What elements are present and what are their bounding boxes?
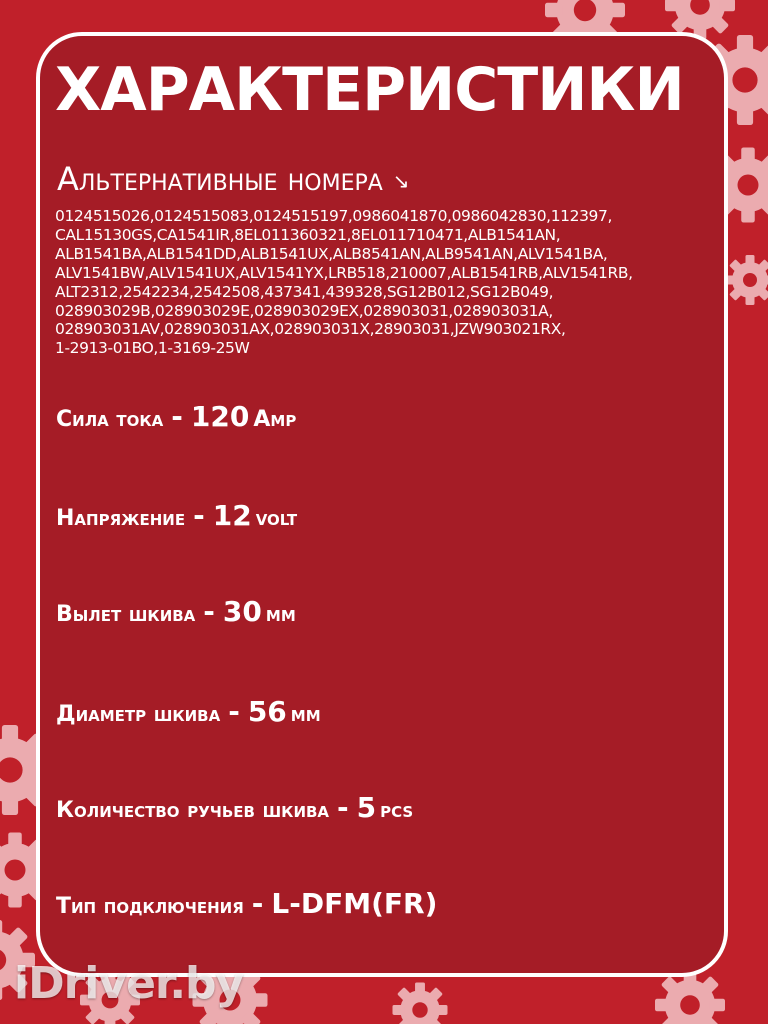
alternative-numbers-heading (57, 160, 410, 198)
alternative-numbers-line: 028903029B,028903029E,028903029EX,028903031,028903031A, (55, 301, 553, 320)
spec-unit: volt (255, 506, 298, 531)
spec-separator: - (251, 887, 264, 920)
spec-label: Количество ручьев шкива (56, 798, 330, 823)
spec-pulley-diameter (56, 695, 321, 728)
spec-separator: - (228, 695, 240, 728)
gear-icon (655, 970, 725, 1024)
spec-value: 12 (212, 499, 252, 532)
spec-label: Диаметр шкива (56, 702, 221, 727)
alternative-numbers-line: 0124515026,0124515083,0124515197,0986041870,0986042830,112397, (55, 207, 613, 225)
spec-label: Сила тока (56, 407, 164, 432)
spec-value: 56 (247, 695, 287, 728)
spec-value: L-DFM(FR) (271, 887, 438, 920)
spec-value: 5 (356, 791, 377, 824)
spec-value: 30 (222, 595, 262, 628)
spec-separator: - (171, 400, 183, 433)
spec-label: Тип подключения (56, 894, 244, 919)
alternative-numbers-list (55, 207, 730, 358)
alternative-numbers-line: ALB1541BA,ALB1541DD,ALB1541UX,ALB8541AN,ALB9541AN,ALV1541BA, (55, 244, 608, 263)
spec-pulley-offset (56, 595, 296, 628)
arrow-down-right-icon: ↘ (392, 169, 410, 193)
gear-icon (393, 983, 448, 1024)
page-title: ХАРАКТЕРИСТИКИ (55, 55, 684, 125)
gear-icon (725, 255, 768, 305)
spec-separator: - (337, 791, 349, 824)
spec-label: Напряжение (56, 506, 186, 531)
alternative-numbers-line: ALV1541BW,ALV1541UX,ALV1541YX,LRB518,210007,ALB1541RB,ALV1541RB, (55, 263, 633, 282)
spec-separator: - (203, 595, 215, 628)
spec-label: Вылет шкива (56, 602, 196, 627)
spec-connection-type (56, 887, 441, 920)
spec-current (56, 400, 297, 433)
alternative-numbers-line: ALT2312,2542234,2542508,437341,439328,SG12B012,SG12B049, (55, 282, 554, 301)
spec-unit: Amp (253, 407, 297, 432)
spec-pulley-grooves (56, 791, 414, 824)
spec-unit: pcs (380, 798, 414, 823)
alternative-numbers-line: 1-2913-01BO,1-3169-25W (55, 339, 250, 358)
spec-unit: мм (265, 602, 296, 627)
spec-value: 120 (190, 400, 250, 433)
spec-voltage (56, 499, 298, 532)
alternative-numbers-line: 028903031AV,028903031AX,028903031X,28903031,JZW903021RX, (55, 320, 566, 339)
spec-unit: мм (290, 702, 321, 727)
alternative-numbers-line: CAL15130GS,CA1541IR,8EL011360321,8EL011710471,ALB1541AN, (55, 225, 561, 244)
spec-separator: - (193, 499, 205, 532)
alternative-numbers-label: Альтернативные номера (57, 160, 383, 198)
watermark: iDriver.by (14, 958, 244, 1009)
